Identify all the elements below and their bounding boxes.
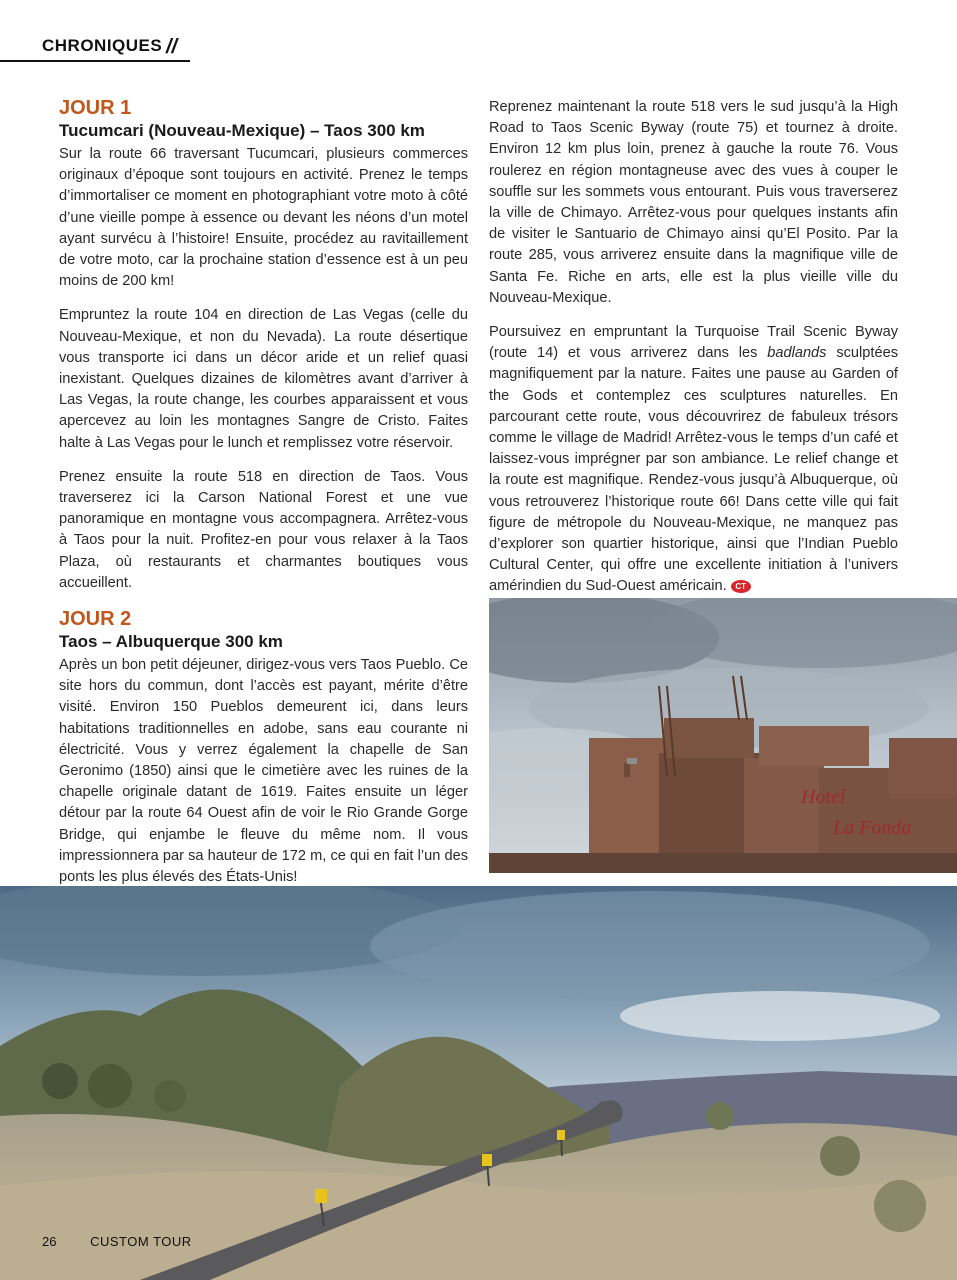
svg-text:La Fonda: La Fonda — [833, 817, 912, 839]
landscape-photo — [0, 886, 957, 1280]
ct-end-logo-icon: CT — [731, 580, 751, 593]
header-slashes: // — [166, 36, 178, 58]
day1-title: Tucumcari (Nouveau-Mexique) – Taos 300 km — [59, 121, 425, 140]
day1-paragraph-1: Sur la route 66 traversant Tucumcari, plusieurs commerces originaux d’époque sont toujours en activité. Prenez le temps d’immortaliser ce moment en photographiant votre moto à côté d’une vieille pompe à essence ou devant les néons d’un motel ayant survécu à l’histoire! Ensuite, procédez au ravitaillement de votre moto, car la prochaine station d’essence est à un peu moins de 200 km! — [59, 146, 468, 290]
header-rule — [0, 60, 190, 62]
page-number: 26 — [42, 1234, 57, 1249]
day2-title: Taos – Albuquerque 300 km — [59, 632, 283, 652]
page-footer — [42, 1234, 192, 1249]
hotel-photo — [489, 598, 957, 873]
hotel-photo-svg — [489, 598, 957, 873]
svg-text:Hotel: Hotel — [801, 786, 846, 808]
day1-paragraph-2: Empruntez la route 104 en direction de Las Vegas (celle du Nouveau-Mexique, et non du Nevada). La route désertique vous transporte ici dans un décor aride et un relief quasi inexistant. Quelques dizaines de kilomètres avant d’arriver à Las Vegas, la route change, les courbes apparaissent et vous apercevez au loin les montagnes Sangre de Cristo. Faites halte à Las Vegas pour le lunch et remplissez votre réservoir. — [59, 307, 468, 451]
right-paragraph-2-end: sculptées magnifiquement par la nature. Faites une pause au Garden of the Gods et contemplez ces sculptures naturelles. En parcourant cette route, vous découvrirez de fabuleux trésors comme le village de Madrid! Arrêtez-vous le temps d’un café et laissez-vous imprégner par son ambiance. Le relief change et la route est magnifique. Rendez-vous jusqu’à Albuquerque, où vous retrouverez l’historique route 66! Dans cette ville qui fait figure de métropole du Nouveau-Mexique, ne manquez pas d’explorer son quartier historique, ainsi que l’Indian Pueblo Cultural Center, qui offre une excellente initiation à l’univers amérindien du Sud-Ouest américain. — [489, 345, 898, 595]
landscape-photo-svg — [0, 886, 957, 1280]
right-paragraph-2-start: Poursuivez en empruntant la Turquoise Trail Scenic Byway (route 14) et vous arriverez dans les — [489, 324, 898, 362]
left-column — [59, 96, 468, 901]
day2-paragraph-1: Après un bon petit déjeuner, dirigez-vous vers Taos Pueblo. Ce site hors du commun, dont l’accès est payant, mérite d’être visité. Environ 150 Pueblos demeurent ici, dans leurs habitations traditionnelles en adobe, sans eau courante ni électricité. Vous y verrez également la chapelle de San Geronimo (1850) ainsi que le cimetière avec les ruines de la chapelle originale datant de 1619. Faites ensuite un léger détour par la route 64 Ouest afin de voir le Rio Grande Gorge Bridge, qui enjambe le fleuve du même nom. Il vous impressionnera par sa hauteur de 172 m, ce qui en fait l’un des ponts les plus élevés des États-Unis! — [59, 657, 468, 886]
right-paragraph-2 — [489, 322, 898, 598]
section-header — [0, 34, 190, 62]
right-column — [489, 97, 898, 611]
badlands-italic: badlands — [767, 345, 827, 362]
right-paragraph-1: Reprenez maintenant la route 518 vers le sud jusqu’à la High Road to Taos Scenic Byway (route 75) et tournez à droite. Environ 12 km plus loin, prenez à gauche la route 76. Vous roulerez en région montagneuse avec des vues à couper le souffle sur les sommets vous entourant. Puis vous traverserez la ville de Chimayo. Arrêtez-vous pour quelques instants afin de visiter le Santuario de Chimayo ainsi qu’El Posito. Par la route 285, vous arriverez ensuite dans la magnifique ville de Santa Fe. Riche en arts, elle est la plus vieille ville du Nouveau-Mexique. — [489, 99, 898, 306]
section-label: CHRONIQUES — [42, 36, 163, 55]
magazine-name: CUSTOM TOUR — [90, 1234, 192, 1249]
day1-paragraph-3: Prenez ensuite la route 518 en direction de Taos. Vous traverserez ici la Carson National Forest et une vue panoramique en montagne vous accompagnera. Arrêtez-vous à Taos pour la nuit. Profitez-en pour vous relaxer à la Taos Plaza, où restaurants et charmantes boutiques vous accueillent. — [59, 468, 468, 591]
day2-label: JOUR 2 — [59, 608, 132, 631]
day1-label: JOUR 1 — [59, 97, 132, 119]
